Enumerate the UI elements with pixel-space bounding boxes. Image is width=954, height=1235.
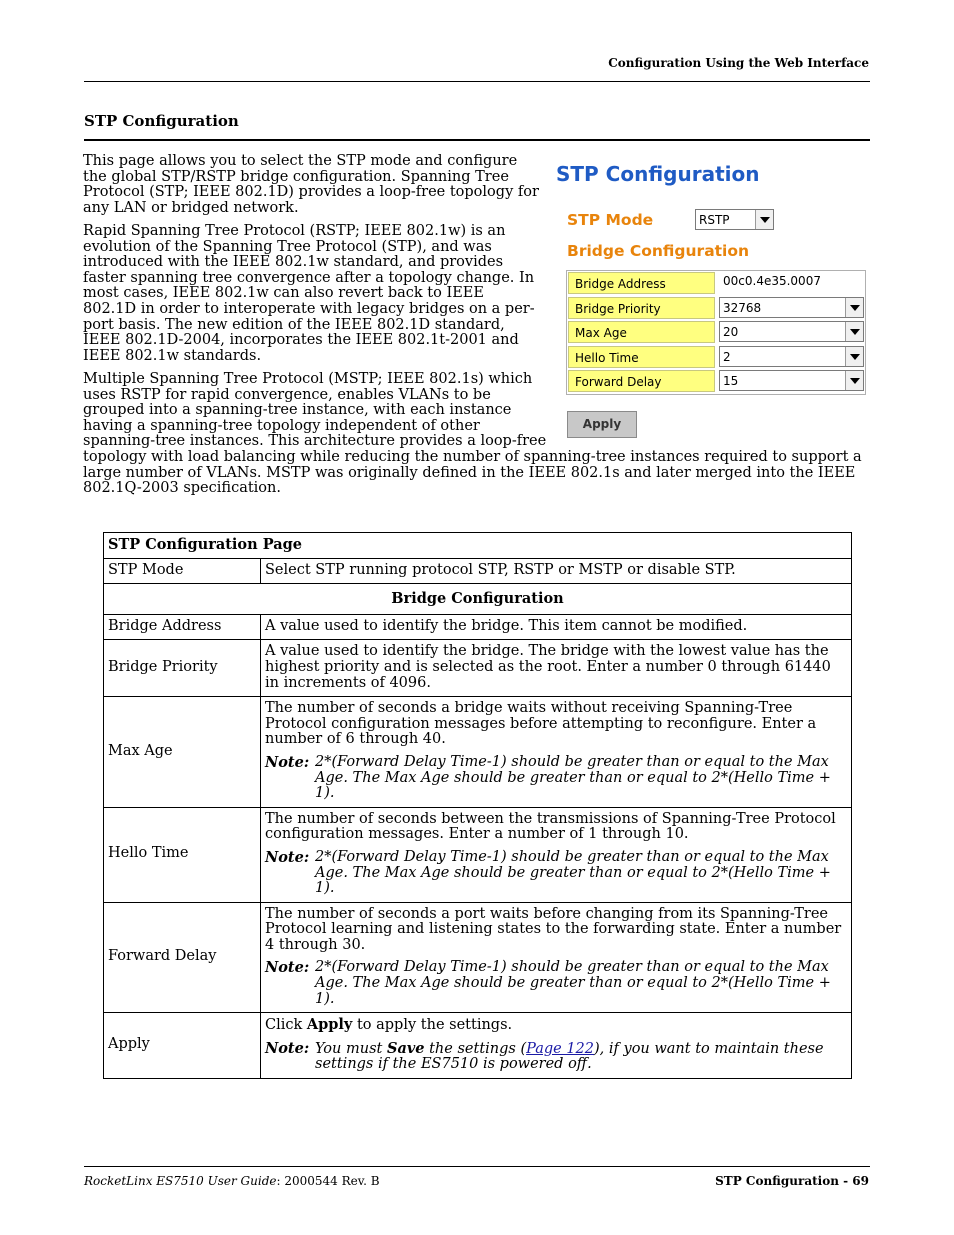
- note-post: ), if you want to maintain these settings if the ES7510 is powered off.: [315, 1040, 824, 1073]
- note-pre: You must: [315, 1040, 387, 1057]
- row-label: Max Age: [104, 697, 261, 808]
- table-row: [104, 614, 852, 640]
- note-label: Note:: [265, 753, 310, 771]
- row-label: Bridge Priority: [104, 640, 261, 697]
- hello-time-select[interactable]: [719, 346, 864, 367]
- table-row: [104, 1013, 852, 1079]
- row-desc-cell: [261, 902, 852, 1013]
- stp-mode-label: STP Mode: [567, 211, 654, 229]
- forward-delay-value: 15: [723, 374, 739, 388]
- note-text: 2*(Forward Delay Time-1) should be greater than or equal to the Max Age. The Max Age should be greater than or equal to 2*(Hello Time + 1).: [315, 848, 831, 897]
- table-row: [104, 902, 852, 1013]
- stp-config-table: [103, 532, 852, 1079]
- section-rule: [84, 139, 870, 141]
- max-age-row: [567, 320, 865, 345]
- row-desc-cell: [261, 697, 852, 808]
- hello-time-value: 2: [723, 350, 731, 364]
- table-row: [104, 640, 852, 697]
- bridge-priority-label: Bridge Priority: [568, 297, 715, 319]
- row-desc: The number of seconds a port waits before changing from its Spanning-Tree Protocol learning and listening states to the forwarding state. Enter a number 4 through 30.: [265, 905, 842, 953]
- row-label: Apply: [104, 1013, 261, 1079]
- forward-delay-select[interactable]: [719, 370, 864, 391]
- chevron-down-icon[interactable]: [845, 371, 863, 390]
- table-row: [104, 558, 852, 584]
- apply-desc-bold: Apply: [306, 1016, 353, 1034]
- rstp-paragraph: Rapid Spanning Tree Protocol (RSTP; IEEE 802.1w) is an evolution of the Spanning Tree Protocol (STP), and was introduced with the IEEE 802.1w standard, and provides faster spanning tree convergence after a topology change. In most cases, IEEE 802.1w can also revert back to IEEE 802.1D in order to interoperate with legacy bridges on a per-port basis. The new edition of the IEEE 802.1D standard, IEEE 802.1D-2004, incorporates the IEEE 802.1t-2001 and IEEE 802.1w standards.: [83, 223, 535, 364]
- bridge-priority-row: [567, 296, 865, 321]
- page-link[interactable]: Page 122: [526, 1040, 595, 1057]
- table-row: [104, 807, 852, 902]
- row-label: Forward Delay: [104, 902, 261, 1013]
- hello-time-row: [567, 345, 865, 370]
- note: [265, 1041, 847, 1073]
- section-title: STP Configuration: [84, 112, 239, 130]
- table-caption: STP Configuration Page: [104, 533, 852, 559]
- stp-mode-value: RSTP: [699, 213, 730, 227]
- hello-time-label: Hello Time: [568, 346, 715, 368]
- note-label: Note:: [265, 1039, 310, 1057]
- bridge-priority-value: 32768: [723, 301, 762, 315]
- apply-button[interactable]: Apply: [567, 411, 637, 438]
- chevron-down-icon[interactable]: [845, 322, 863, 341]
- row-desc-cell: [261, 807, 852, 902]
- footer-left: [84, 1174, 380, 1188]
- running-header: Configuration Using the Web Interface: [608, 56, 869, 70]
- note: [265, 960, 847, 1007]
- row-desc: The number of seconds a bridge waits without receiving Spanning-Tree Protocol configuration messages before attempting to reconfigure. Enter a number of 6 through 40.: [265, 700, 817, 748]
- forward-delay-row: [567, 369, 865, 394]
- note-text: 2*(Forward Delay Time-1) should be greater than or equal to the Max Age. The Max Age should be greater than or equal to 2*(Hello Time + 1).: [315, 959, 831, 1007]
- table-caption-row: [104, 533, 852, 559]
- table-subheader-row: [104, 584, 852, 615]
- bridge-config-label: Bridge Configuration: [567, 242, 750, 260]
- mstp-paragraph: Multiple Spanning Tree Protocol (MSTP; IEEE 802.1s) which uses RSTP for rapid convergence, enables VLANs to be grouped into a spanning-tree instance, with each instance having a spanning-tree topology independent of other spanning-tree instances. This architecture provides a loop-free topology with load balancing while reducing the number of spanning-tree instances required to support a large number of VLANs. MSTP was originally defined in the IEEE 802.1s and later merged into the IEEE 802.1Q-2003 specification.: [83, 371, 862, 497]
- row-desc: [265, 1017, 847, 1034]
- forward-delay-label: Forward Delay: [568, 370, 715, 392]
- header-rule: [84, 81, 870, 82]
- row-label: Bridge Address: [104, 614, 261, 640]
- note: [265, 755, 847, 802]
- note-label: Note:: [265, 959, 310, 977]
- note: [265, 850, 847, 897]
- footer-guide-title: RocketLinx ES7510 User Guide: [84, 1174, 277, 1188]
- note-text: [315, 1041, 847, 1073]
- bridge-config-grid: [566, 270, 866, 395]
- row-label: STP Mode: [104, 558, 261, 584]
- apply-desc-post: to apply the settings.: [352, 1017, 513, 1034]
- chevron-down-icon[interactable]: [845, 298, 863, 317]
- row-desc: Select STP running protocol STP, RSTP or MSTP or disable STP.: [261, 558, 852, 584]
- footer-page: STP Configuration - 69: [715, 1174, 869, 1188]
- note-label: Note:: [265, 848, 310, 866]
- footer-rule: [84, 1166, 870, 1167]
- bridge-address-value: 00c0.4e35.0007: [723, 274, 821, 288]
- note-mid: the settings (: [424, 1040, 527, 1057]
- bridge-address-label: Bridge Address: [568, 272, 715, 294]
- chevron-down-icon[interactable]: [755, 210, 773, 229]
- footer-rev: : 2000544 Rev. B: [276, 1174, 380, 1188]
- table-row: [104, 697, 852, 808]
- row-desc: The number of seconds between the transmissions of Spanning-Tree Protocol configuration messages. Enter a number of 1 through 10.: [265, 810, 836, 843]
- note-text: 2*(Forward Delay Time-1) should be greater than or equal to the Max Age. The Max Age should be greater than or equal to 2*(Hello Time + 1).: [315, 753, 831, 802]
- row-desc: A value used to identify the bridge. The bridge with the lowest value has the highest priority and is selected as the root. Enter a number 0 through 61440 in increments of 4096.: [261, 640, 852, 697]
- max-age-value: 20: [723, 325, 739, 339]
- row-desc-cell: [261, 1013, 852, 1079]
- bridge-config-subheader: Bridge Configuration: [104, 584, 852, 615]
- max-age-select[interactable]: [719, 321, 864, 342]
- chevron-down-icon[interactable]: [845, 347, 863, 366]
- row-desc: A value used to identify the bridge. This item cannot be modified.: [261, 614, 852, 640]
- intro-paragraph: This page allows you to select the STP mode and configure the global STP/RSTP bridge configuration. Spanning Tree Protocol (STP; IEEE 802.1D) provides a loop-free topology for any LAN or bridged network.: [83, 153, 539, 216]
- max-age-label: Max Age: [568, 321, 715, 343]
- row-label: Hello Time: [104, 807, 261, 902]
- note-bold: Save: [386, 1039, 425, 1057]
- ui-page-title: STP Configuration: [556, 162, 760, 186]
- stp-mode-select[interactable]: [695, 209, 774, 230]
- bridge-address-row: [567, 271, 865, 296]
- bridge-priority-select[interactable]: [719, 297, 864, 318]
- apply-desc-pre: Click: [265, 1017, 307, 1034]
